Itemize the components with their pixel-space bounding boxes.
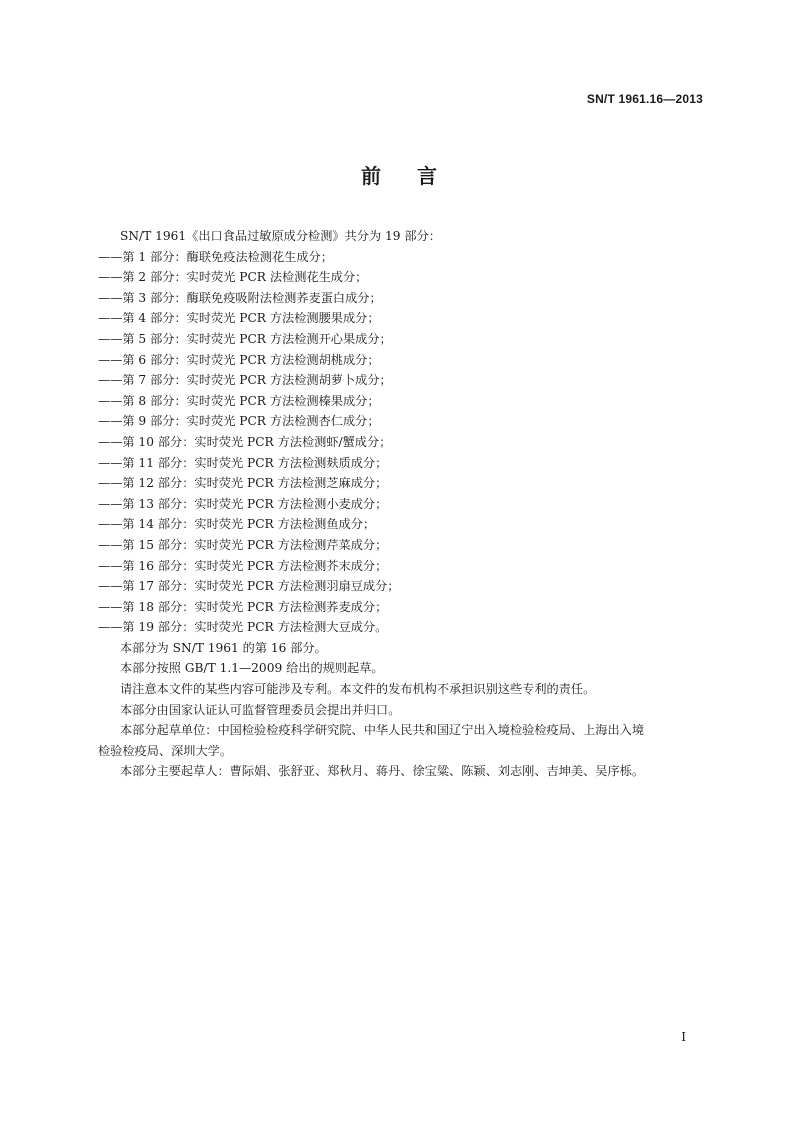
part-item-1: ——第 1 部分：酶联免疫法检测花生成分； xyxy=(98,249,333,264)
this-part-statement: 本部分为 SN/T 1961 的第 16 部分。 xyxy=(120,640,327,655)
proposer-statement: 本部分由国家认证认可监督管理委员会提出并归口。 xyxy=(120,702,401,717)
part-item-4: ——第 4 部分：实时荧光 PCR 方法检测腰果成分； xyxy=(98,311,380,326)
part-item-10: ——第 10 部分：实时荧光 PCR 方法检测虾/蟹成分； xyxy=(98,434,392,449)
part-item-12: ——第 12 部分：实时荧光 PCR 方法检测芝麻成分； xyxy=(98,476,388,491)
part-item-11: ——第 11 部分：实时荧光 PCR 方法检测麸质成分； xyxy=(98,455,388,470)
part-item-15: ——第 15 部分：实时荧光 PCR 方法检测芹菜成分； xyxy=(98,537,388,552)
intro-paragraph: SN/T 1961《出口食品过敏原成分检测》共分为 19 部分： xyxy=(120,229,441,243)
part-item-14: ——第 14 部分：实时荧光 PCR 方法检测鱼成分； xyxy=(98,517,376,532)
part-item-18: ——第 18 部分：实时荧光 PCR 方法检测荞麦成分； xyxy=(98,599,388,614)
part-item-9: ——第 9 部分：实时荧光 PCR 方法检测杏仁成分； xyxy=(98,414,380,429)
standard-code: SN/T 1961.16—2013 xyxy=(586,92,703,106)
part-item-5: ——第 5 部分：实时荧光 PCR 方法检测开心果成分； xyxy=(98,331,392,346)
foreword-body xyxy=(98,226,718,782)
part-item-8: ——第 8 部分：实时荧光 PCR 方法检测榛果成分； xyxy=(98,393,380,408)
part-item-7: ——第 7 部分：实时荧光 PCR 方法检测胡萝卜成分； xyxy=(98,373,392,388)
drafting-rules-statement: 本部分按照 GB/T 1.1—2009 给出的规则起草。 xyxy=(120,661,384,676)
part-item-2: ——第 2 部分：实时荧光 PCR 法检测花生成分； xyxy=(98,270,368,285)
part-item-6: ——第 6 部分：实时荧光 PCR 方法检测胡桃成分； xyxy=(98,352,380,367)
drafting-units-line-1: 本部分起草单位：中国检验检疫科学研究院、中华人民共和国辽宁出入境检验检疫局、上海出入境 xyxy=(120,723,645,738)
parts-list xyxy=(98,247,718,638)
part-item-3: ——第 3 部分：酶联免疫吸附法检测荞麦蛋白成分； xyxy=(98,290,382,305)
part-item-16: ——第 16 部分：实时荧光 PCR 方法检测芥末成分； xyxy=(98,558,388,573)
part-item-13: ——第 13 部分：实时荧光 PCR 方法检测小麦成分； xyxy=(98,496,388,511)
page-number: I xyxy=(681,1030,686,1044)
part-item-17: ——第 17 部分：实时荧光 PCR 方法检测羽扇豆成分； xyxy=(98,579,400,594)
page-title: 前言 xyxy=(361,164,473,188)
drafters-statement: 本部分主要起草人：曹际娟、张舒亚、郑秋月、蒋丹、徐宝粱、陈颖、刘志刚、吉坤美、吴序栎。 xyxy=(120,764,645,779)
patent-notice: 请注意本文件的某些内容可能涉及专利。本文件的发布机构不承担识别这些专利的责任。 xyxy=(120,682,596,697)
part-item-19: ——第 19 部分：实时荧光 PCR 方法检测大豆成分。 xyxy=(98,620,388,635)
drafting-units-line-2: 检验检疫局、深圳大学。 xyxy=(98,743,233,758)
